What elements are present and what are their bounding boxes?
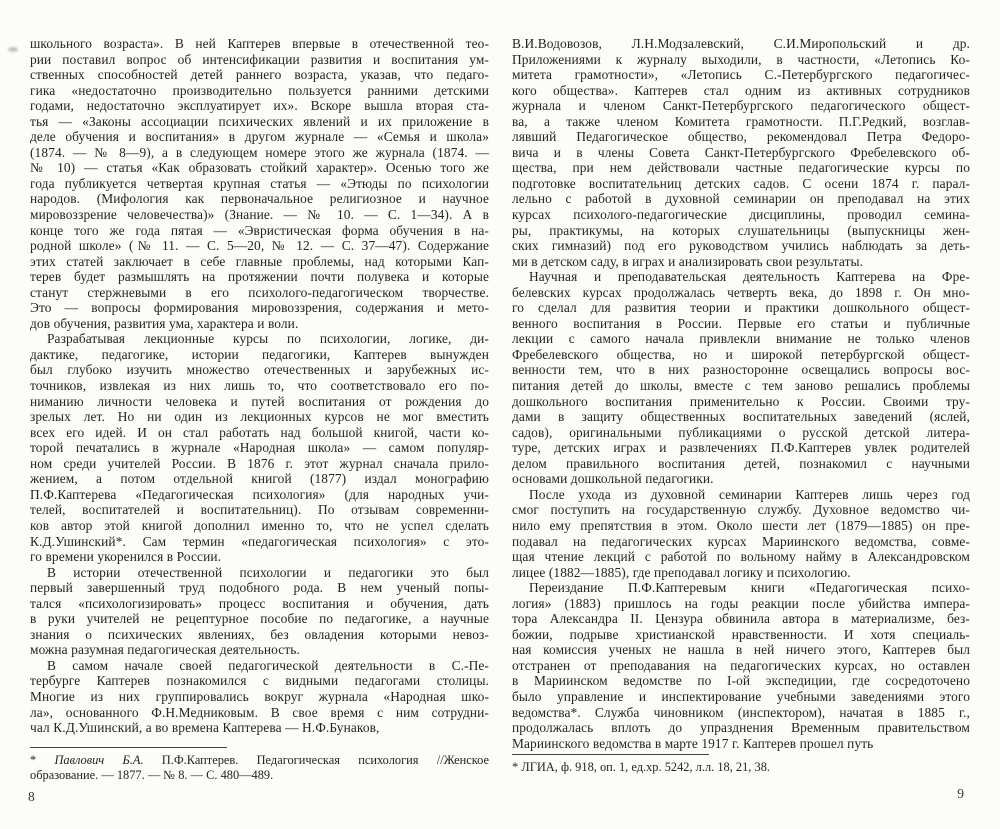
- footnote-divider: [512, 754, 709, 755]
- text-line: Мариинского ведомства в марте 1917 г. Каптерев прошел путь: [512, 735, 874, 751]
- text-line: гика «недостаточно производительно пользуется ранними детскими: [30, 82, 489, 98]
- text-line: годами, недостаточно эксплуатирует их». Вскоре вышла вторая ста-: [30, 98, 489, 114]
- text-line: деле обучения и воспитания» в другом журнале — «Семья и школа»: [30, 129, 489, 145]
- footnote-line: образование. — 1877. — № 8. — С. 480—489.: [30, 768, 274, 783]
- text-line: лекции с самого начала привлекли внимание не только членов: [512, 331, 970, 347]
- text-line: В.И.Водовозов, Л.Н.Модзалевский, С.И.Миропольский и др.: [512, 36, 970, 51]
- left-page-body: [30, 36, 489, 736]
- text-line: тья — «Законы ассоциации психических явлений и их приложение в: [30, 113, 489, 129]
- paragraph: [30, 565, 489, 658]
- text-line: рии поставил вопрос об интенсификации развития и воспитания ум-: [30, 51, 489, 67]
- text-line: ских гимназий) под его руководством учились наблюдать за деть-: [512, 238, 970, 254]
- text-line: тора Александра II. Цензура обвинила автора в материализме, без-: [512, 611, 970, 627]
- text-line: конце того же года пятая — «Эвристическая форма обучения в на-: [30, 222, 489, 238]
- scan-smudge: [8, 47, 18, 52]
- footnote-lines: [512, 760, 970, 775]
- text-line: логия» (1883) пришлось на годы реакции после убийства импера-: [512, 595, 970, 611]
- text-line: туре, детских играх и развлечениях П.Ф.Каптерев увлек родителей: [512, 440, 970, 456]
- text-line: этих статей заключает в себе главные проблемы, над которыми Кап-: [30, 253, 489, 269]
- left-page: [30, 36, 489, 805]
- text-line: ков автор этой книгой дополнил именно то, что не успел сделать: [30, 517, 489, 533]
- text-line: подготовке воспитательниц детских садов. С осени 1874 г. парал-: [512, 175, 970, 191]
- text-line: дошкольного воспитания применительно к России. Своими тру-: [512, 393, 970, 409]
- text-line: го сделал для развития теории и практики дошкольного общест-: [512, 300, 970, 316]
- text-line: лявший Педагогическое общество, рекомендовал Петра Федоро-: [512, 129, 970, 145]
- footnote-marker: *: [512, 760, 522, 775]
- footnote-author: Павлович Б.А.: [54, 752, 162, 767]
- text-line: основами дошкольной педагогики.: [512, 471, 714, 487]
- text-line: первый завершенный труд подобного рода. В нем ученый попы-: [30, 580, 489, 596]
- paragraph: [512, 36, 970, 269]
- text-line: торой печатались в журнале «Народная школа» — самом популяр-: [30, 440, 489, 456]
- text-line: мировоззрение человечества)» (Знание. — № 10. — С. 1—34). А в: [30, 207, 489, 223]
- footnote-lines: [30, 753, 489, 784]
- text-line: венности тем, что в них разносторонне освещались вопросы вос-: [512, 362, 970, 378]
- text-line: белевских курсах продолжалась четверть века, до 1898 г. Он мно-: [512, 284, 970, 300]
- text-line: Переиздание П.Ф.Каптеревым книги «Педагогическая психо-: [529, 580, 970, 596]
- text-line: ственных способностей детей раннего возраста, указав, что педаго-: [30, 67, 489, 83]
- text-line: ла», основанного Ф.Н.Медниковым. В свое время с ним сотрудни-: [30, 704, 489, 720]
- right-page-body: [512, 36, 970, 751]
- text-line: В самом начале своей педагогической деятельности в С.-Пе-: [47, 657, 489, 673]
- text-line: дами в защиту общественных воспитательных заведений (яслей,: [512, 409, 970, 425]
- text-line: в Мариинском ведомстве по I-ой экспедиции, где сосредоточено: [512, 673, 970, 689]
- footnote-marker: *: [30, 752, 55, 767]
- text-line: питания детей до школы, вместе с тем заново решались проблемы: [512, 378, 970, 394]
- page-number-left: 8: [28, 789, 35, 805]
- text-line: родной школе» (№ 11. — С. 5—20, № 12. — С. 37—47). Содержание: [30, 238, 489, 254]
- text-line: лельно с работой в духовной семинарии он преподавал на этих: [512, 191, 970, 207]
- text-line: в руки учителей не рецептурное пособие по педагогике, а научные: [30, 611, 489, 627]
- footnote-line: * ЛГИА, ф. 918, оп. 1, ед.хр. 5242, л.л. 18, 21, 38.: [512, 760, 770, 775]
- paragraph: [512, 269, 970, 487]
- text-line: терев будет размышлять на протяжении почти полувека и которые: [30, 269, 489, 285]
- text-line: подавал на педагогических курсах Мариинского ведомства, совме-: [512, 533, 970, 549]
- text-line: отстранен от преподавания на педагогических курсах, но оставлен: [512, 657, 970, 673]
- right-page: [512, 36, 970, 802]
- text-line: божии, подрыве христианской нравственности. И хотя специаль-: [512, 626, 970, 642]
- text-line: чал К.Д.Ушинский, а во времена Каптерева — Н.Ф.Бунаков,: [30, 720, 380, 736]
- text-line: лицее (1882—1885), где преподавал логику и психологию.: [512, 564, 851, 580]
- footnote: [30, 747, 489, 784]
- text-line: (1874. — № 8—9), а в следующем номере этого же журнала (1874. —: [30, 144, 489, 160]
- text-line: го времени укоренился в России.: [30, 549, 222, 565]
- text-line: дактике, педагогике, истории педагогики, Каптерев вынужден: [30, 346, 489, 362]
- text-line: точников, извлекая из них лишь то, что соответствовало его по-: [30, 378, 489, 394]
- text-line: смог поступить на государственную службу. Духовное ведомство чи-: [512, 502, 970, 518]
- text-line: станут стержневыми в его психолого-педагогическом творчестве.: [30, 284, 489, 300]
- text-line: зрелых лет. Но ни один из лекционных курсов не мог вместить: [30, 409, 489, 425]
- page-number-right: 9: [957, 785, 964, 801]
- text-line: щая чтение лекций с работой по вольному найму в Александровском: [512, 549, 970, 565]
- paragraph: [30, 36, 489, 331]
- text-line: нило ему препятствия в этом. Около шести лет (1879—1885) он пре-: [512, 517, 970, 533]
- text-line: садов), оригинальными публикациями о русской детской литера-: [512, 424, 970, 440]
- text-line: вича и в члены Совета Санкт-Петербургского Фребелевского об-: [512, 144, 970, 160]
- text-line: Многие из них группировались вокруг журнала «Народная шко-: [30, 688, 489, 704]
- paragraph: [512, 580, 970, 751]
- text-line: Это — вопросы формирования мировоззрения, содержания и мето-: [30, 300, 489, 316]
- text-line: тербурге Каптерев познакомился с видными педагогами столицы.: [30, 673, 489, 689]
- text-line: щества, при нем действовали частные педагогические курсы по: [512, 160, 970, 176]
- text-line: всех его идей. И он стал работать над большой книгой, части ко-: [30, 424, 489, 440]
- text-line: К.Д.Ушинский*. Сам термин «педагогическая психология» с это-: [30, 533, 489, 549]
- text-line: делом правильного воспитания детей, познакомил с научными: [512, 455, 970, 471]
- text-line: митета грамотности», «Летопись С.-Петербургского педагогичес-: [512, 67, 970, 83]
- text-line: жением, а потом отдельной книгой (1877) издал монографию: [30, 471, 489, 487]
- paragraph: [30, 331, 489, 564]
- paragraph: [30, 658, 489, 736]
- text-line: ниманию личности человека и путей воспитания от рождения до: [30, 393, 489, 409]
- text-line: П.Ф.Каптерева «Педагогическая психология» (для народных учи-: [30, 486, 489, 502]
- text-line: В истории отечественной психологии и педагогики это был: [47, 564, 489, 580]
- text-line: телей, воспитателей и воспитательниц). По отзывам современни-: [30, 502, 489, 518]
- footnote: [512, 754, 970, 775]
- text-line: года публикуется четвертая крупная статья — «Этюды по психологии: [30, 175, 489, 191]
- footnote-divider: [30, 747, 227, 748]
- text-line: можна разумная педагогическая деятельность.: [30, 642, 300, 658]
- text-line: народов. (Мифология как первоначальное религиозное и научное: [30, 191, 489, 207]
- text-line: № 10) — статья «Как образовать стойкий характер». Осенью того же: [30, 160, 489, 176]
- text-line: ведомства*. Служба чиновником (инспектором), начатая в 1885 г.,: [512, 704, 970, 720]
- text-line: журнала и членом Санкт-Петербургского педагогического общест-: [512, 98, 970, 114]
- text-line: Фребелевского общества, но и широкой петербургской общест-: [512, 346, 970, 362]
- text-line: Разрабатывая лекционные курсы по психологии, логике, ди-: [47, 331, 489, 347]
- text-line: кого общества». Каптерев стал одним из активных сотрудников: [512, 82, 970, 98]
- text-line: ры, практикумы, на которых слушательницы (выпускницы жен-: [512, 222, 970, 238]
- text-line: ва, а также членом Комитета грамотности. П.Г.Редкий, возглав-: [512, 113, 970, 129]
- text-line: Приложениями к журналу выходили, в частности, «Летопись Ко-: [512, 51, 970, 67]
- text-line: венного воспитания в России. Первые его статьи и публичные: [512, 315, 970, 331]
- paragraph: [512, 487, 970, 580]
- text-line: дов обучения, развития ума, характера и воли.: [30, 315, 299, 331]
- footnote-line: * Павлович Б.А. П.Ф.Каптерев. Педагогическая психология //Женское: [30, 752, 489, 767]
- text-line: школьного возраста». В ней Каптерев впервые в отечественной тео-: [30, 36, 489, 51]
- text-line: знания о психических явлениях, без овладения которыми невоз-: [30, 626, 489, 642]
- text-line: продолжалась вплоть до упразднения Временным правительством: [512, 720, 970, 736]
- text-line: После ухода из духовной семинарии Каптерев лишь через год: [529, 486, 970, 502]
- text-line: ми в детском саду, в играх и анализировать свои результаты.: [512, 253, 864, 269]
- text-line: ном среди учителей России. В 1876 г. этот журнал сначала прило-: [30, 455, 489, 471]
- text-line: было управление и инспектирование учебными заведениями этого: [512, 688, 970, 704]
- text-line: тался «психологизировать» процесс воспитания и обучения, дать: [30, 595, 489, 611]
- text-line: Научная и преподавательская деятельность Каптерева на Фре-: [529, 269, 970, 285]
- text-line: курсах психолого-педагогические дисциплины, проводил семина-: [512, 207, 970, 223]
- text-line: был глубоко изучить множество отечественных и зарубежных ис-: [30, 362, 489, 378]
- text-line: ная комиссия ученых не нашла в ней ничего этого, Каптерев был: [512, 642, 970, 658]
